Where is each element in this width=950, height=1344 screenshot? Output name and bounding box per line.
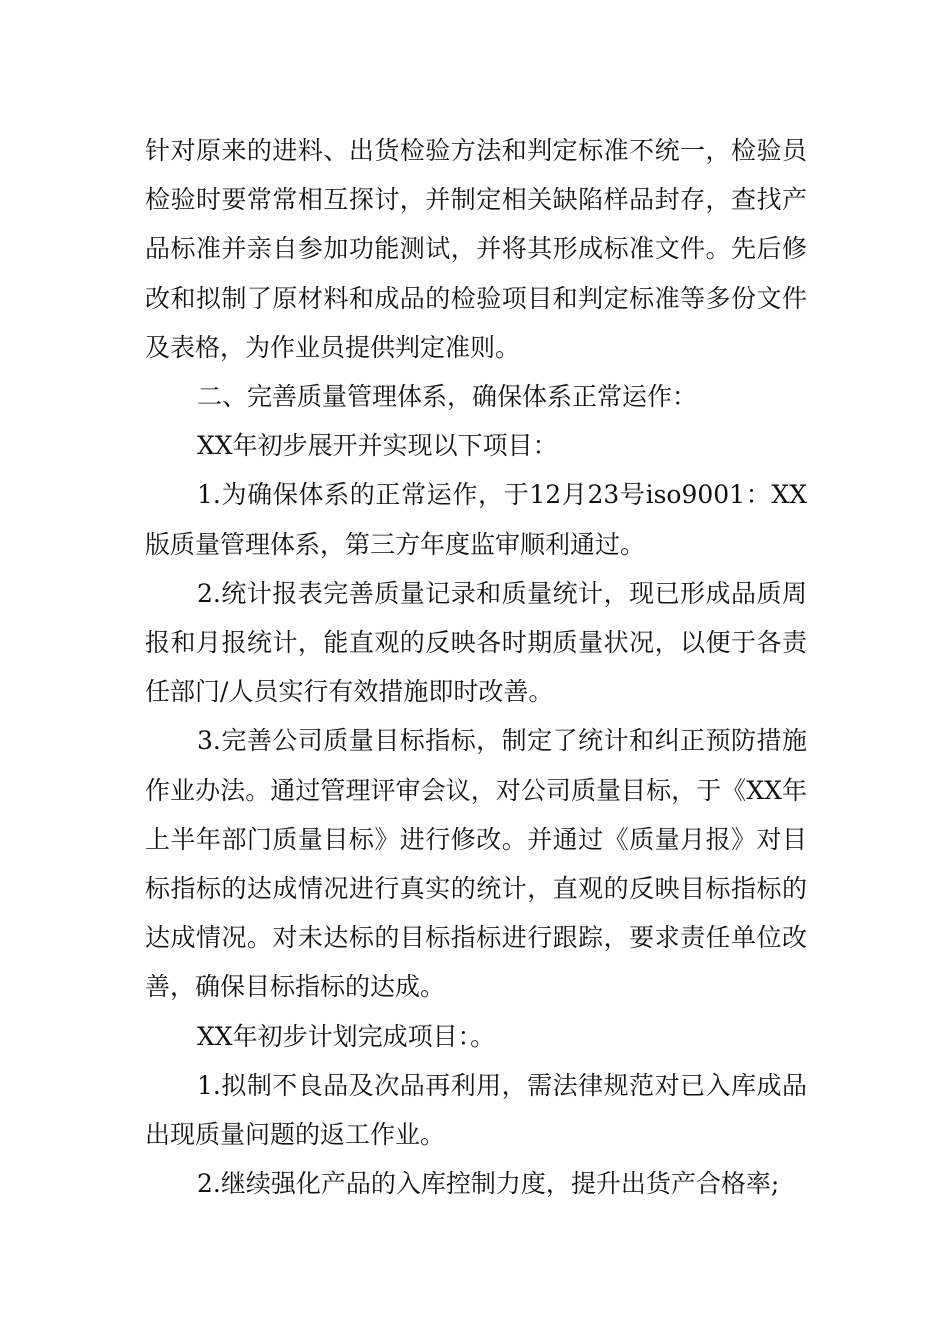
paragraph-8: 1.拟制不良品及次品再利用，需法律规范对已入库成品出现质量问题的返工作业。 [145,1070,807,1150]
paragraph-6: 3.完善公司质量目标指标，制定了统计和纠正预防措施作业办法。通过管理评审会议，对公司质量目标，于《XX年上半年部门质量目标》进行修改。并通过《质量月报》对目标指标的达成情况进行真实的统计，直观的反映目标指标的达成情况。对未达标的目标指标进行跟踪，要求责任单位改善，确保目标指标的达成。 [145,726,807,1002]
document-body [145,126,807,1208]
paragraph-4: 1.为确保体系的正常运作，于12月23号iso9001：XX版质量管理体系，第三方年度监审顺利通过。 [145,480,807,559]
paragraph-7: XX年初步计划完成项目：。 [197,1021,496,1051]
paragraph-9: 2.继续强化产品的入库控制力度，提升出货产合格率; [197,1169,780,1199]
paragraph-2: 二、完善质量管理体系，确保体系正常运作： [197,382,698,412]
paragraph-1: 针对原来的进料、出货检验方法和判定标准不统一，检验员检验时要常常相互探讨，并制定相关缺陷样品封存，查找产品标准并亲自参加功能测试，并将其形成标准文件。先后修改和拟制了原材料和成品的检验项目和判定标准等多份文件及表格，为作业员提供判定准则。 [145,136,807,362]
paragraph-3: XX年初步展开并实现以下项目： [197,431,558,461]
paragraph-5: 2.统计报表完善质量记录和质量统计，现已形成品质周报和月报统计，能直观的反映各时期质量状况，以便于各责任部门/人员实行有效措施即时改善。 [145,578,807,707]
